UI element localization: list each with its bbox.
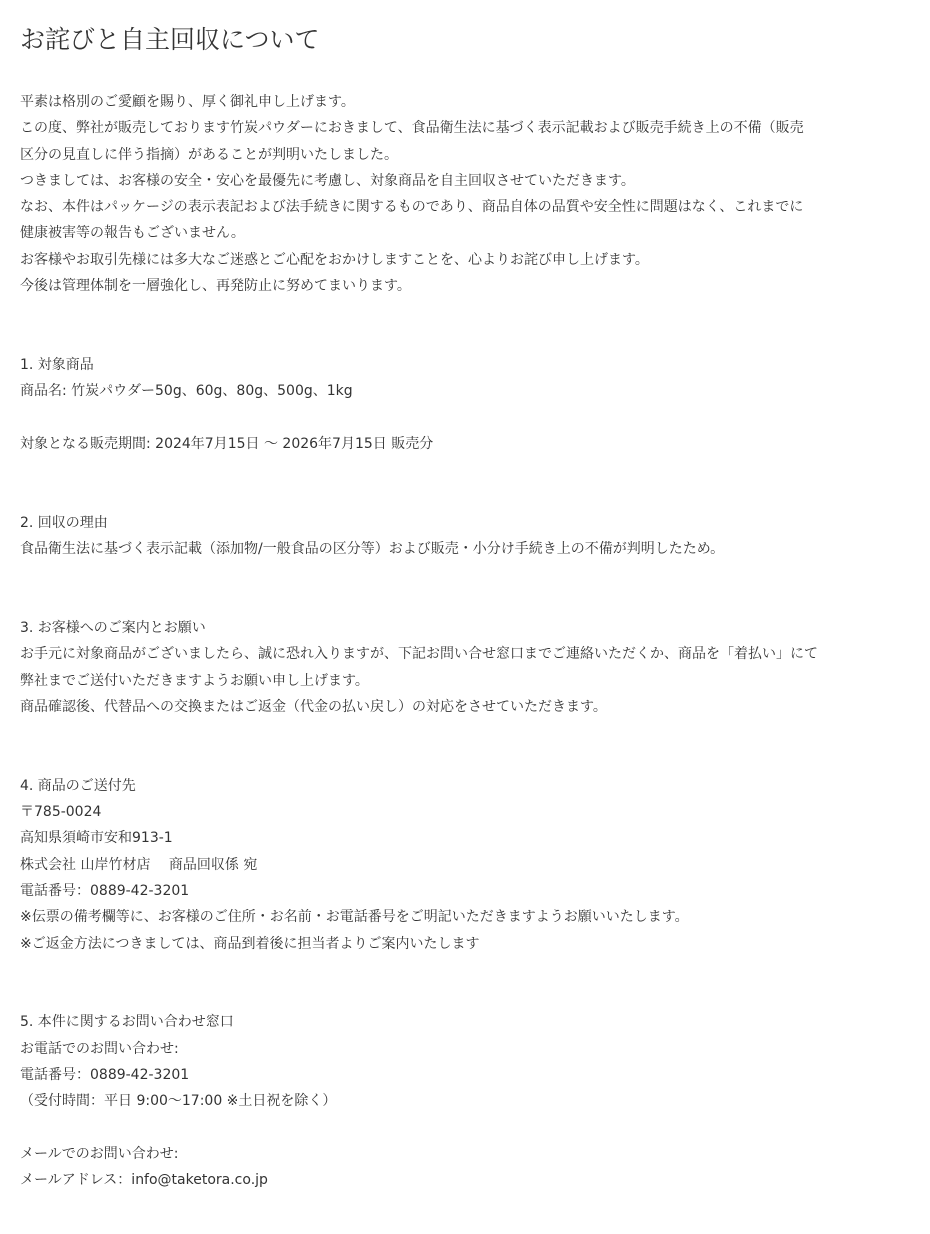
spacer [20, 326, 910, 352]
intro-line: つきましては、お客様の安全・安心を最優先に考慮し、対象商品を自主回収させていただきます。 [20, 172, 635, 189]
section-products [20, 352, 910, 457]
intro-line: 平素は格別のご愛顧を賜り、厚く御礼申し上げます。 [20, 94, 355, 110]
spacer [20, 983, 910, 1009]
product-names: 商品名: 竹炭パウダー50g、60g、80g、500g、1kg [20, 383, 353, 400]
refund-note: ※ご返金方法につきましては、商品到着後に担当者よりご案内いたします [20, 935, 480, 952]
spacer [20, 562, 910, 588]
intro-block [20, 89, 910, 299]
shipping-note: ※伝票の備考欄等に、お客様のご住所・お名前・お電話番号をご明記いただきますようお願いいたします。 [20, 909, 689, 926]
shipping-recipient: 株式会社 山岸竹材店 商品回収係 宛 [20, 856, 258, 873]
email-inquiry-label: メールでのお問い合わせ: [20, 1145, 179, 1162]
postal-code: 〒785-0024 [20, 804, 102, 821]
intro-line: 区分の見直しに伴う指摘）があることが判明いたしました。 [20, 146, 398, 163]
intro-line: なお、本件はパッケージの表示表記および法手続きに関するものであり、商品自体の品質や安全性に問題はなく、これまでに [20, 199, 804, 216]
section-heading: 1. 対象商品 [20, 356, 94, 373]
section-contact [20, 1009, 910, 1193]
intro-line: この度、弊社が販売しております竹炭パウダーにおきまして、食品衛生法に基づく表示記載および販売手続き上の不備（販売 [20, 120, 804, 137]
reception-hours: （受付時間：平日 9:00〜17:00 ※土日祝を除く） [20, 1093, 337, 1110]
section-heading: 4. 商品のご送付先 [20, 777, 136, 794]
sales-period: 対象となる販売期間: 2024年7月15日 〜 2026年7月15日 販売分 [20, 435, 434, 452]
spacer [20, 483, 910, 509]
shipping-address: 高知県須崎市安和913-1 [20, 830, 173, 847]
reason-text: 食品衛生法に基づく表示記載（添加物/一般食品の区分等）および販売・小分け手続き上の不備が判明したため。 [20, 541, 725, 558]
contact-phone: 電話番号：0889-42-3201 [20, 1066, 190, 1083]
spacer [20, 299, 910, 325]
section-reason [20, 510, 910, 563]
spacer [20, 457, 910, 483]
section-shipping [20, 773, 910, 957]
contact-email: メールアドレス：info@taketora.co.jp [20, 1172, 268, 1189]
section-heading: 5. 本件に関するお問い合わせ窓口 [20, 1014, 234, 1031]
guidance-line: 弊社までご送付いただきますようお願い申し上げます。 [20, 672, 369, 689]
intro-line: お客様やお取引先様には多大なご迷惑とご心配をおかけしますことを、心よりお詫び申し上げます。 [20, 251, 649, 268]
spacer [20, 589, 910, 615]
spacer [20, 405, 910, 431]
spacer [20, 957, 910, 983]
intro-line: 今後は管理体制を一層強化し、再発防止に努めてまいります。 [20, 278, 411, 295]
page-title: お詫びと自主回収について [20, 25, 320, 54]
spacer [20, 746, 910, 772]
section-guidance [20, 615, 910, 720]
guidance-line: お手元に対象商品がございましたら、誠に恐れ入りますが、下記お問い合せ窓口までご連絡いただくか、商品を「着払い」にて [20, 646, 818, 663]
intro-line: 健康被害等の報告もございません。 [20, 225, 245, 242]
section-heading: 3. お客様へのご案内とお願い [20, 619, 206, 636]
phone-inquiry-label: お電話でのお問い合わせ: [20, 1040, 179, 1057]
section-heading: 2. 回収の理由 [20, 514, 108, 531]
spacer [20, 720, 910, 746]
guidance-line: 商品確認後、代替品への交換またはご返金（代金の払い戻し）の対応をさせていただきます。 [20, 698, 607, 715]
shipping-phone: 電話番号：0889-42-3201 [20, 882, 190, 899]
spacer [20, 1115, 910, 1141]
